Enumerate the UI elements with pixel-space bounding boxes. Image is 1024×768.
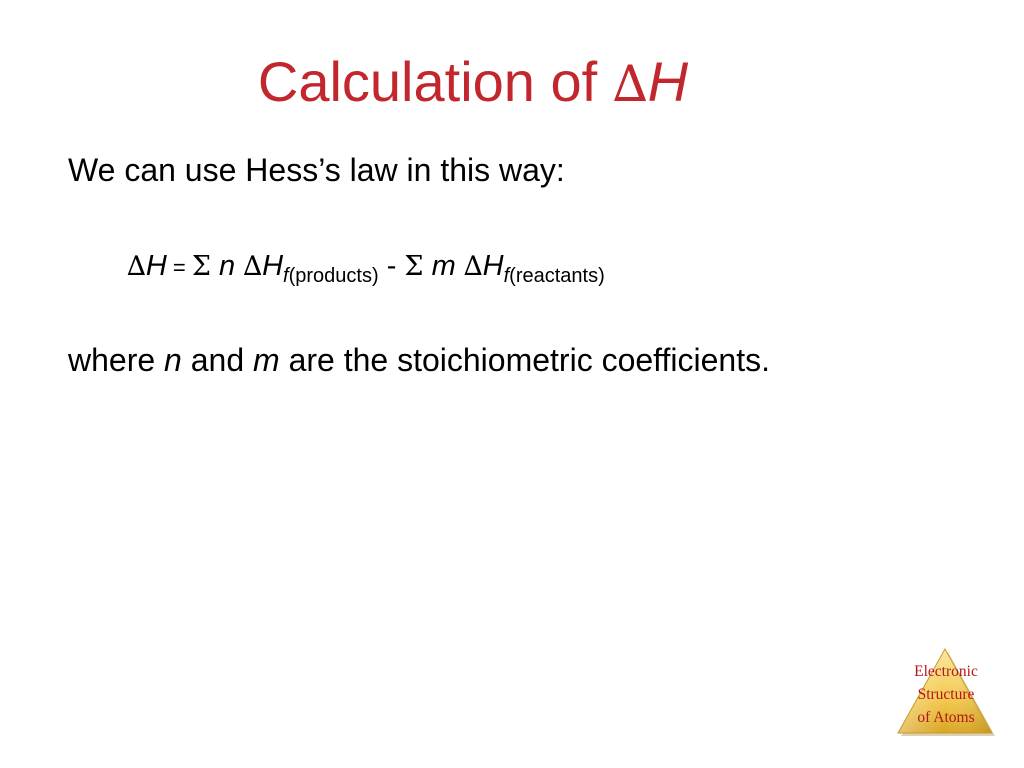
coefficient-m: m	[253, 342, 280, 378]
sigma-symbol: Σ	[191, 251, 211, 282]
where-text: where	[68, 342, 165, 378]
title-delta-symbol: ∆	[612, 55, 648, 113]
enthalpy-variable: H	[482, 250, 504, 282]
hess-law-equation	[127, 244, 605, 290]
coefficient-n: n	[210, 250, 244, 282]
title-text: Calculation of	[257, 50, 613, 113]
enthalpy-variable: H	[145, 250, 167, 282]
intro-text: We can use Hess’s law in this way:	[68, 152, 565, 188]
enthalpy-variable: H	[262, 250, 284, 282]
formation-subscript-f: f	[503, 265, 510, 287]
minus-sign: -	[378, 250, 405, 282]
explanation-text: are the stoichiometric coefficients.	[279, 342, 770, 378]
coefficient-n: n	[164, 342, 182, 378]
logo-text	[896, 660, 996, 729]
products-subscript	[283, 265, 379, 287]
reactants-label: (reactants)	[509, 265, 605, 287]
and-text: and	[181, 342, 254, 378]
slide-title	[0, 44, 946, 122]
course-logo	[896, 648, 996, 740]
logo-line-1: Electronic	[914, 663, 978, 680]
delta-symbol: ∆	[243, 251, 263, 282]
logo-line-3: of Atoms	[917, 709, 975, 726]
delta-symbol: ∆	[127, 251, 146, 282]
coefficient-m: m	[423, 250, 464, 282]
coefficients-explanation	[68, 338, 770, 382]
reactants-subscript	[504, 265, 605, 287]
formation-subscript-f: f	[283, 265, 289, 287]
logo-line-2: Structure	[917, 686, 975, 703]
equals-sign: =	[166, 255, 192, 280]
title-variable: H	[647, 50, 689, 113]
delta-symbol: ∆	[463, 251, 483, 282]
sigma-symbol: Σ	[404, 251, 424, 282]
products-label: (products)	[288, 265, 379, 287]
